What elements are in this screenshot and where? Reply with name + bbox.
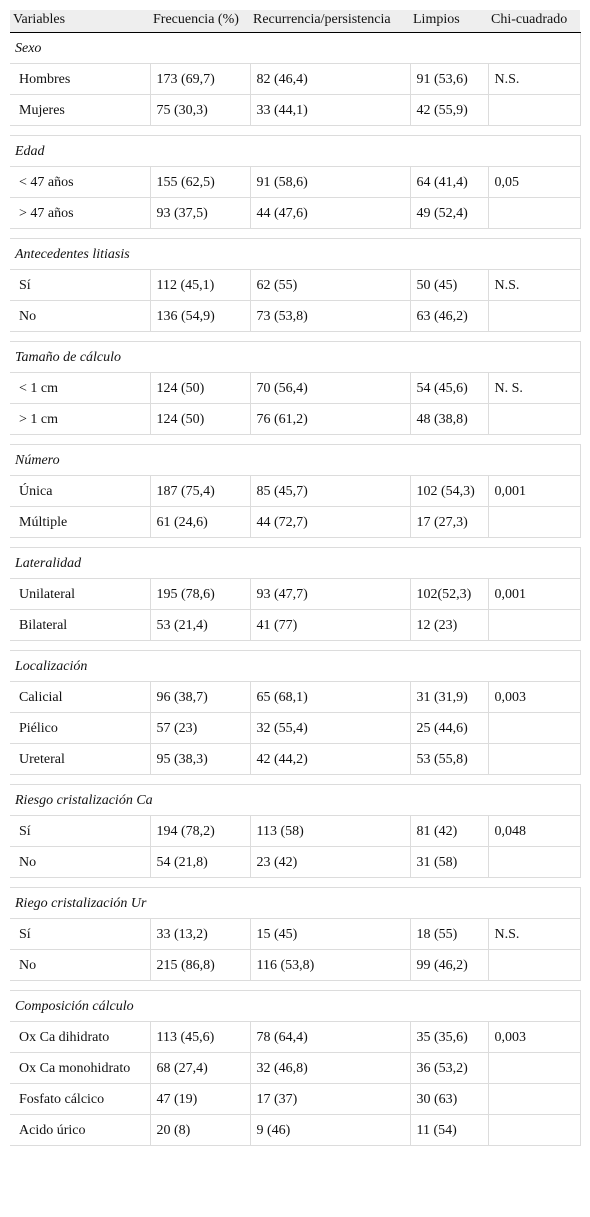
- variable-cell: Única: [10, 476, 150, 507]
- variable-cell: Múltiple: [10, 507, 150, 538]
- spacer-cell: [10, 229, 580, 239]
- group-title: Edad: [10, 136, 580, 167]
- recurrencia-cell: 32 (55,4): [250, 713, 410, 744]
- group-spacer: [10, 641, 580, 651]
- recurrencia-cell: 44 (72,7): [250, 507, 410, 538]
- variable-cell: No: [10, 847, 150, 878]
- group-header-row: [10, 33, 580, 64]
- table-row: [10, 713, 580, 744]
- frecuencia-cell: 194 (78,2): [150, 816, 250, 847]
- group-header-row: [10, 136, 580, 167]
- limpios-cell: 48 (38,8): [410, 404, 488, 435]
- frecuencia-cell: 57 (23): [150, 713, 250, 744]
- spacer-cell: [10, 878, 580, 888]
- table-row: [10, 1053, 580, 1084]
- recurrencia-cell: 17 (37): [250, 1084, 410, 1115]
- results-table: [10, 10, 581, 1146]
- variable-cell: Unilateral: [10, 579, 150, 610]
- recurrencia-cell: 70 (56,4): [250, 373, 410, 404]
- limpios-cell: 64 (41,4): [410, 167, 488, 198]
- frecuencia-cell: 61 (24,6): [150, 507, 250, 538]
- header-chi-cuadrado: Chi-cuadrado: [488, 10, 580, 33]
- chi-cuadrado-cell: N.S.: [488, 64, 580, 95]
- limpios-cell: 53 (55,8): [410, 744, 488, 775]
- recurrencia-cell: 15 (45): [250, 919, 410, 950]
- recurrencia-cell: 9 (46): [250, 1115, 410, 1146]
- chi-cuadrado-cell: 0,001: [488, 579, 580, 610]
- table-row: [10, 1022, 580, 1053]
- table-row: [10, 950, 580, 981]
- group-spacer: [10, 229, 580, 239]
- chi-cuadrado-cell: N.S.: [488, 270, 580, 301]
- recurrencia-cell: 78 (64,4): [250, 1022, 410, 1053]
- limpios-cell: 18 (55): [410, 919, 488, 950]
- chi-cuadrado-cell: [488, 507, 580, 538]
- variable-cell: < 47 años: [10, 167, 150, 198]
- recurrencia-cell: 76 (61,2): [250, 404, 410, 435]
- chi-cuadrado-cell: [488, 1115, 580, 1146]
- group-header-row: [10, 888, 580, 919]
- group-spacer: [10, 538, 580, 548]
- spacer-cell: [10, 332, 580, 342]
- frecuencia-cell: 54 (21,8): [150, 847, 250, 878]
- group-title: Tamaño de cálculo: [10, 342, 580, 373]
- variable-cell: Ureteral: [10, 744, 150, 775]
- limpios-cell: 11 (54): [410, 1115, 488, 1146]
- variable-cell: Calicial: [10, 682, 150, 713]
- group-spacer: [10, 981, 580, 991]
- limpios-cell: 102 (54,3): [410, 476, 488, 507]
- limpios-cell: 63 (46,2): [410, 301, 488, 332]
- chi-cuadrado-cell: [488, 404, 580, 435]
- frecuencia-cell: 95 (38,3): [150, 744, 250, 775]
- limpios-cell: 31 (58): [410, 847, 488, 878]
- chi-cuadrado-cell: N.S.: [488, 919, 580, 950]
- group-header-row: [10, 785, 580, 816]
- group-title: Localización: [10, 651, 580, 682]
- recurrencia-cell: 91 (58,6): [250, 167, 410, 198]
- frecuencia-cell: 215 (86,8): [150, 950, 250, 981]
- frecuencia-cell: 68 (27,4): [150, 1053, 250, 1084]
- variable-cell: Acido úrico: [10, 1115, 150, 1146]
- recurrencia-cell: 85 (45,7): [250, 476, 410, 507]
- frecuencia-cell: 53 (21,4): [150, 610, 250, 641]
- table-row: [10, 270, 580, 301]
- limpios-cell: 25 (44,6): [410, 713, 488, 744]
- chi-cuadrado-cell: 0,001: [488, 476, 580, 507]
- group-header-row: [10, 239, 580, 270]
- table-row: [10, 64, 580, 95]
- recurrencia-cell: 113 (58): [250, 816, 410, 847]
- group-spacer: [10, 878, 580, 888]
- frecuencia-cell: 20 (8): [150, 1115, 250, 1146]
- spacer-cell: [10, 538, 580, 548]
- recurrencia-cell: 44 (47,6): [250, 198, 410, 229]
- header-recurrencia: Recurrencia/persistencia: [250, 10, 410, 33]
- recurrencia-cell: 62 (55): [250, 270, 410, 301]
- variable-cell: No: [10, 301, 150, 332]
- recurrencia-cell: 33 (44,1): [250, 95, 410, 126]
- table-row: [10, 579, 580, 610]
- group-header-row: [10, 445, 580, 476]
- chi-cuadrado-cell: [488, 713, 580, 744]
- frecuencia-cell: 112 (45,1): [150, 270, 250, 301]
- chi-cuadrado-cell: [488, 1053, 580, 1084]
- frecuencia-cell: 124 (50): [150, 373, 250, 404]
- variable-cell: < 1 cm: [10, 373, 150, 404]
- limpios-cell: 91 (53,6): [410, 64, 488, 95]
- header-frecuencia: Frecuencia (%): [150, 10, 250, 33]
- recurrencia-cell: 82 (46,4): [250, 64, 410, 95]
- table-header: [10, 10, 580, 33]
- variable-cell: Ox Ca monohidrato: [10, 1053, 150, 1084]
- frecuencia-cell: 113 (45,6): [150, 1022, 250, 1053]
- table-row: [10, 682, 580, 713]
- chi-cuadrado-cell: N. S.: [488, 373, 580, 404]
- variable-cell: Fosfato cálcico: [10, 1084, 150, 1115]
- recurrencia-cell: 42 (44,2): [250, 744, 410, 775]
- group-title: Antecedentes litiasis: [10, 239, 580, 270]
- group-header-row: [10, 548, 580, 579]
- frecuencia-cell: 47 (19): [150, 1084, 250, 1115]
- recurrencia-cell: 65 (68,1): [250, 682, 410, 713]
- group-title: Sexo: [10, 33, 580, 64]
- frecuencia-cell: 124 (50): [150, 404, 250, 435]
- limpios-cell: 31 (31,9): [410, 682, 488, 713]
- frecuencia-cell: 173 (69,7): [150, 64, 250, 95]
- spacer-cell: [10, 435, 580, 445]
- recurrencia-cell: 41 (77): [250, 610, 410, 641]
- chi-cuadrado-cell: [488, 847, 580, 878]
- spacer-cell: [10, 775, 580, 785]
- table-body: [10, 33, 580, 1146]
- chi-cuadrado-cell: [488, 301, 580, 332]
- limpios-cell: 17 (27,3): [410, 507, 488, 538]
- table-row: [10, 198, 580, 229]
- limpios-cell: 30 (63): [410, 1084, 488, 1115]
- group-title: Número: [10, 445, 580, 476]
- header-limpios: Limpios: [410, 10, 488, 33]
- limpios-cell: 35 (35,6): [410, 1022, 488, 1053]
- limpios-cell: 50 (45): [410, 270, 488, 301]
- variable-cell: Piélico: [10, 713, 150, 744]
- variable-cell: > 1 cm: [10, 404, 150, 435]
- chi-cuadrado-cell: [488, 198, 580, 229]
- variable-cell: Ox Ca dihidrato: [10, 1022, 150, 1053]
- frecuencia-cell: 93 (37,5): [150, 198, 250, 229]
- chi-cuadrado-cell: 0,003: [488, 682, 580, 713]
- table-row: [10, 404, 580, 435]
- group-spacer: [10, 435, 580, 445]
- variable-cell: No: [10, 950, 150, 981]
- frecuencia-cell: 195 (78,6): [150, 579, 250, 610]
- table-row: [10, 610, 580, 641]
- frecuencia-cell: 33 (13,2): [150, 919, 250, 950]
- spacer-cell: [10, 126, 580, 136]
- limpios-cell: 102(52,3): [410, 579, 488, 610]
- chi-cuadrado-cell: [488, 744, 580, 775]
- table-row: [10, 1084, 580, 1115]
- recurrencia-cell: 23 (42): [250, 847, 410, 878]
- table-row: [10, 95, 580, 126]
- table-row: [10, 919, 580, 950]
- table-row: [10, 373, 580, 404]
- limpios-cell: 54 (45,6): [410, 373, 488, 404]
- chi-cuadrado-cell: [488, 95, 580, 126]
- variable-cell: Sí: [10, 270, 150, 301]
- frecuencia-cell: 155 (62,5): [150, 167, 250, 198]
- recurrencia-cell: 116 (53,8): [250, 950, 410, 981]
- header-row: [10, 10, 580, 33]
- table-row: [10, 476, 580, 507]
- recurrencia-cell: 32 (46,8): [250, 1053, 410, 1084]
- frecuencia-cell: 96 (38,7): [150, 682, 250, 713]
- variable-cell: Hombres: [10, 64, 150, 95]
- chi-cuadrado-cell: [488, 1084, 580, 1115]
- chi-cuadrado-cell: 0,048: [488, 816, 580, 847]
- group-spacer: [10, 126, 580, 136]
- limpios-cell: 99 (46,2): [410, 950, 488, 981]
- table-row: [10, 744, 580, 775]
- limpios-cell: 12 (23): [410, 610, 488, 641]
- table-row: [10, 816, 580, 847]
- table-row: [10, 847, 580, 878]
- header-variables: Variables: [10, 10, 150, 33]
- limpios-cell: 49 (52,4): [410, 198, 488, 229]
- limpios-cell: 36 (53,2): [410, 1053, 488, 1084]
- table-row: [10, 301, 580, 332]
- chi-cuadrado-cell: [488, 950, 580, 981]
- group-header-row: [10, 342, 580, 373]
- group-header-row: [10, 651, 580, 682]
- limpios-cell: 42 (55,9): [410, 95, 488, 126]
- frecuencia-cell: 187 (75,4): [150, 476, 250, 507]
- recurrencia-cell: 93 (47,7): [250, 579, 410, 610]
- chi-cuadrado-cell: [488, 610, 580, 641]
- variable-cell: Sí: [10, 816, 150, 847]
- group-header-row: [10, 991, 580, 1022]
- frecuencia-cell: 136 (54,9): [150, 301, 250, 332]
- variable-cell: Sí: [10, 919, 150, 950]
- group-title: Riego cristalización Ur: [10, 888, 580, 919]
- table-row: [10, 167, 580, 198]
- group-spacer: [10, 775, 580, 785]
- table-row: [10, 507, 580, 538]
- table-row: [10, 1115, 580, 1146]
- group-title: Lateralidad: [10, 548, 580, 579]
- spacer-cell: [10, 981, 580, 991]
- limpios-cell: 81 (42): [410, 816, 488, 847]
- variable-cell: Bilateral: [10, 610, 150, 641]
- group-title: Composición cálculo: [10, 991, 580, 1022]
- variable-cell: > 47 años: [10, 198, 150, 229]
- chi-cuadrado-cell: 0,05: [488, 167, 580, 198]
- chi-cuadrado-cell: 0,003: [488, 1022, 580, 1053]
- variable-cell: Mujeres: [10, 95, 150, 126]
- recurrencia-cell: 73 (53,8): [250, 301, 410, 332]
- frecuencia-cell: 75 (30,3): [150, 95, 250, 126]
- spacer-cell: [10, 641, 580, 651]
- group-title: Riesgo cristalización Ca: [10, 785, 580, 816]
- group-spacer: [10, 332, 580, 342]
